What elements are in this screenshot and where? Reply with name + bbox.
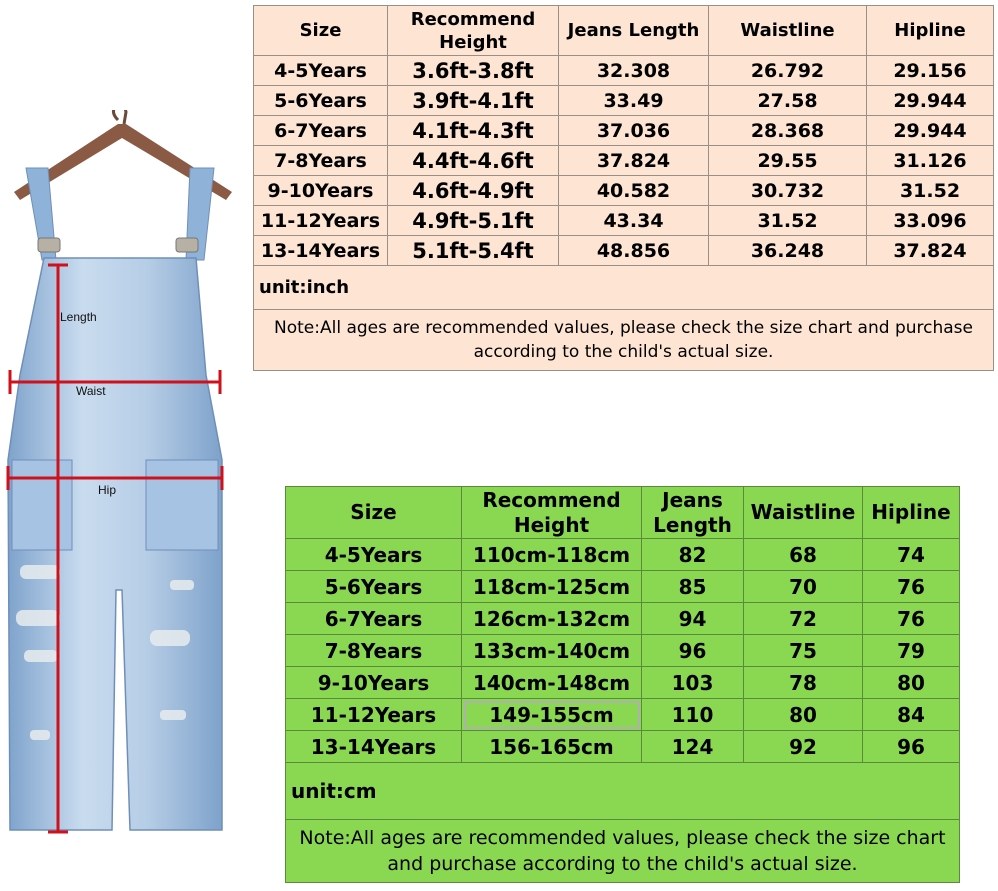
- cell-length: 43.34: [559, 206, 709, 236]
- header-hipline: Hipline: [863, 487, 960, 539]
- waist-label: Waist: [76, 384, 106, 398]
- cell-hip: 29.156: [867, 56, 994, 86]
- left-buckle: [38, 238, 60, 252]
- unit-label: unit:cm: [286, 763, 960, 820]
- cell-hip: 31.126: [867, 146, 994, 176]
- cell-height: 118cm-125cm: [462, 571, 642, 603]
- note-row: [286, 820, 960, 883]
- cell-length: 37.824: [559, 146, 709, 176]
- table-row: [286, 571, 960, 603]
- cell-height: 133cm-140cm: [462, 635, 642, 667]
- cell-waist: 29.55: [709, 146, 867, 176]
- cell-size: 5-6Years: [286, 571, 462, 603]
- unit-row: [254, 266, 994, 310]
- cell-height: 4.9ft-5.1ft: [388, 206, 559, 236]
- header-waistline: Waistline: [709, 6, 867, 56]
- cell-waist: 36.248: [709, 236, 867, 266]
- header-jeans-length: Jeans Length: [642, 487, 744, 539]
- cell-length: 85: [642, 571, 744, 603]
- cell-hip: 79: [863, 635, 960, 667]
- cell-hip: 84: [863, 699, 960, 731]
- size-chart-cm: [285, 486, 960, 883]
- cell-height: 4.4ft-4.6ft: [388, 146, 559, 176]
- cell-size: 13-14Years: [286, 731, 462, 763]
- cell-length: 32.308: [559, 56, 709, 86]
- cell-hip: 74: [863, 539, 960, 571]
- table-row: [254, 116, 994, 146]
- cell-hip: 37.824: [867, 236, 994, 266]
- cell-waist: 30.732: [709, 176, 867, 206]
- cell-height: 4.1ft-4.3ft: [388, 116, 559, 146]
- table-row: [254, 86, 994, 116]
- cell-hip: 29.944: [867, 116, 994, 146]
- note-text: Note:All ages are recommended values, please check the size chart and purchase according to the child's actual size.: [254, 310, 994, 371]
- size-chart-inch: [253, 5, 994, 371]
- cell-length: 110: [642, 699, 744, 731]
- cell-length: 40.582: [559, 176, 709, 206]
- cell-waist: 26.792: [709, 56, 867, 86]
- cell-size: 7-8Years: [254, 146, 388, 176]
- table-row: [286, 699, 960, 731]
- cell-length: 124: [642, 731, 744, 763]
- cell-height: 126cm-132cm: [462, 603, 642, 635]
- table-row: [254, 146, 994, 176]
- header-jeans-length: Jeans Length: [559, 6, 709, 56]
- header-size: Size: [254, 6, 388, 56]
- cell-size: 4-5Years: [286, 539, 462, 571]
- cell-hip: 80: [863, 667, 960, 699]
- table-row: [254, 176, 994, 206]
- header-waistline: Waistline: [744, 487, 863, 539]
- cell-height: 110cm-118cm: [462, 539, 642, 571]
- cell-length: 82: [642, 539, 744, 571]
- table-row: [286, 635, 960, 667]
- cell-size: 13-14Years: [254, 236, 388, 266]
- cell-hip: 31.52: [867, 176, 994, 206]
- table-row: [286, 667, 960, 699]
- table-row: [254, 236, 994, 266]
- cell-waist: 28.368: [709, 116, 867, 146]
- cell-height: 140cm-148cm: [462, 667, 642, 699]
- cell-hip: 96: [863, 731, 960, 763]
- cell-size: 6-7Years: [254, 116, 388, 146]
- cell-height: 156-165cm: [462, 731, 642, 763]
- cell-waist: 80: [744, 699, 863, 731]
- cell-waist: 92: [744, 731, 863, 763]
- left-pocket: [12, 460, 72, 550]
- cell-height: 3.6ft-3.8ft: [388, 56, 559, 86]
- cell-hip: 76: [863, 571, 960, 603]
- note-row: [254, 310, 994, 371]
- cell-size: 11-12Years: [254, 206, 388, 236]
- cell-height-selected[interactable]: 149-155cm: [462, 699, 642, 731]
- cell-waist: 78: [744, 667, 863, 699]
- table-row: [254, 56, 994, 86]
- unit-row: [286, 763, 960, 820]
- right-pocket: [146, 460, 218, 550]
- note-text: Note:All ages are recommended values, please check the size chart and purchase according to the child's actual size.: [286, 820, 960, 883]
- cell-waist: 31.52: [709, 206, 867, 236]
- table-row: [286, 539, 960, 571]
- overalls-illustration: [0, 110, 240, 850]
- cell-hip: 76: [863, 603, 960, 635]
- cell-size: 5-6Years: [254, 86, 388, 116]
- header-hipline: Hipline: [867, 6, 994, 56]
- unit-label: unit:inch: [254, 266, 994, 310]
- header-recommend-height: Recommend Height: [388, 6, 559, 56]
- cell-size: 11-12Years: [286, 699, 462, 731]
- cell-hip: 33.096: [867, 206, 994, 236]
- length-label: Length: [60, 310, 97, 324]
- hip-label: Hip: [98, 483, 117, 497]
- cell-height: 3.9ft-4.1ft: [388, 86, 559, 116]
- table-header-row: [286, 487, 960, 539]
- cell-size: 6-7Years: [286, 603, 462, 635]
- cell-waist: 75: [744, 635, 863, 667]
- cell-height: 5.1ft-5.4ft: [388, 236, 559, 266]
- cell-length: 37.036: [559, 116, 709, 146]
- header-size: Size: [286, 487, 462, 539]
- cell-size: 9-10Years: [286, 667, 462, 699]
- cell-length: 48.856: [559, 236, 709, 266]
- cell-length: 103: [642, 667, 744, 699]
- cell-height: 4.6ft-4.9ft: [388, 176, 559, 206]
- cell-waist: 27.58: [709, 86, 867, 116]
- table-row: [286, 603, 960, 635]
- right-buckle: [176, 238, 198, 252]
- table-row: [286, 731, 960, 763]
- cell-waist: 70: [744, 571, 863, 603]
- cell-size: 7-8Years: [286, 635, 462, 667]
- table-header-row: [254, 6, 994, 56]
- cell-length: 94: [642, 603, 744, 635]
- cell-waist: 68: [744, 539, 863, 571]
- table-row: [254, 206, 994, 236]
- cell-length: 33.49: [559, 86, 709, 116]
- cell-waist: 72: [744, 603, 863, 635]
- cell-hip: 29.944: [867, 86, 994, 116]
- cell-size: 4-5Years: [254, 56, 388, 86]
- header-recommend-height: Recommend Height: [462, 487, 642, 539]
- cell-size: 9-10Years: [254, 176, 388, 206]
- cell-length: 96: [642, 635, 744, 667]
